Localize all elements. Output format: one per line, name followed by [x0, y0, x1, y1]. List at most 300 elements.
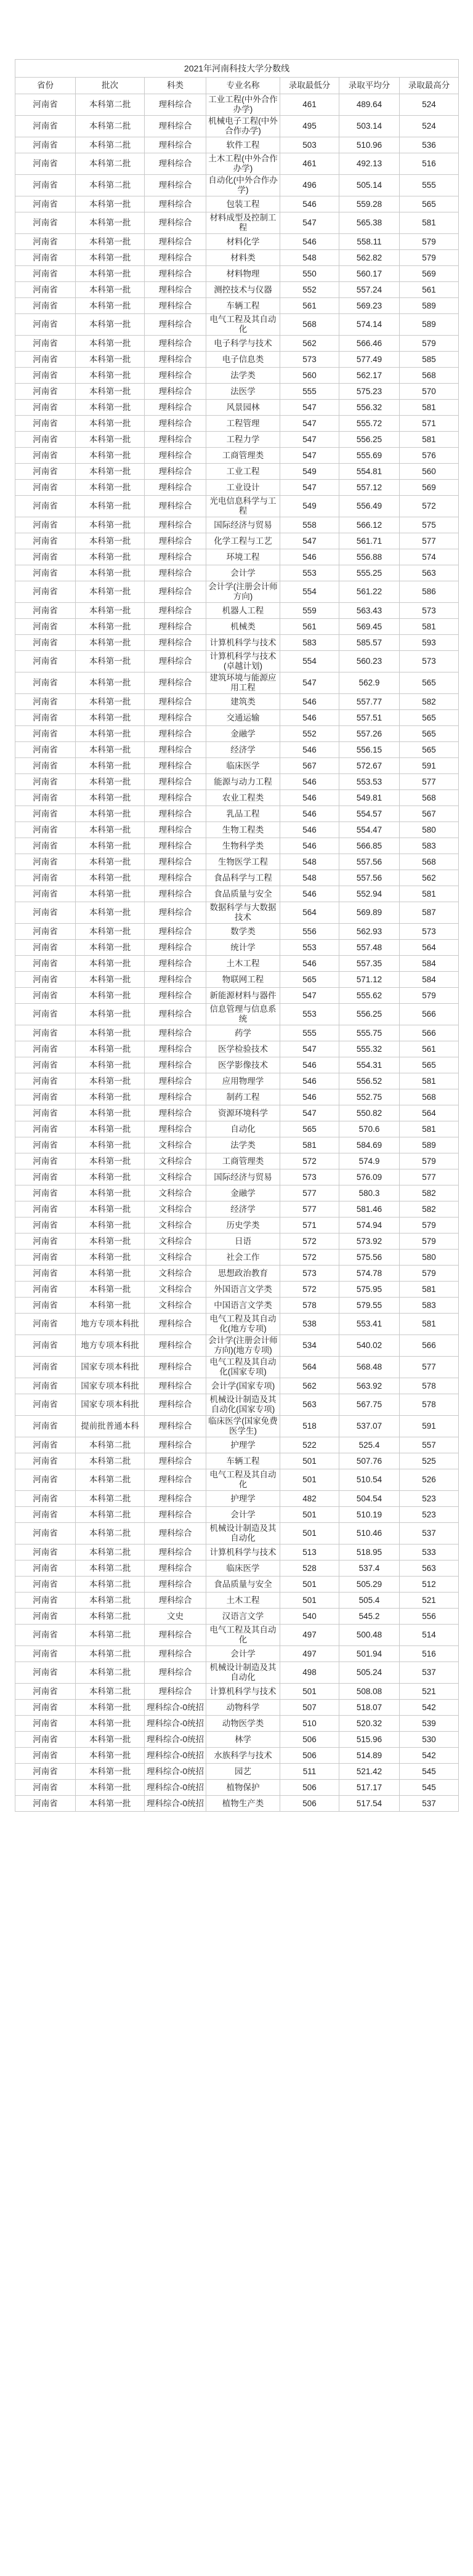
- batch-cell: 本科第一批: [76, 710, 145, 726]
- batch-cell: 本科第一批: [76, 790, 145, 806]
- province-cell: 河南省: [15, 1453, 76, 1469]
- major-cell: 医学影像技术: [206, 1057, 280, 1073]
- table-row: [15, 1764, 459, 1780]
- major-cell: 电气工程及其自动化: [206, 1625, 280, 1646]
- max-score-cell: 514: [400, 1625, 459, 1646]
- subject-cell: 理科综合: [145, 116, 206, 137]
- batch-cell: 本科第一批: [76, 1298, 145, 1314]
- avg-score-cell: 554.81: [339, 464, 400, 480]
- avg-score-cell: 557.77: [339, 694, 400, 710]
- table-row: [15, 533, 459, 549]
- batch-cell: 本科第一批: [76, 1121, 145, 1137]
- max-score-cell: 591: [400, 1416, 459, 1437]
- max-score-cell: 536: [400, 137, 459, 153]
- avg-score-cell: 574.14: [339, 314, 400, 336]
- table-row: [15, 1105, 459, 1121]
- min-score-cell: 573: [280, 1266, 339, 1282]
- table-row: [15, 250, 459, 266]
- subject-cell: 文科综合: [145, 1217, 206, 1233]
- avg-score-cell: 557.26: [339, 726, 400, 742]
- table-row: [15, 1491, 459, 1507]
- batch-cell: 本科第一批: [76, 940, 145, 956]
- major-cell: 电气工程及其自动化(国家专项): [206, 1357, 280, 1378]
- province-cell: 河南省: [15, 448, 76, 464]
- max-score-cell: 573: [400, 924, 459, 940]
- avg-score-cell: 505.29: [339, 1577, 400, 1593]
- major-cell: 计算机科学与技术: [206, 1684, 280, 1700]
- major-cell: 电气工程及其自动化: [206, 1469, 280, 1491]
- avg-score-cell: 557.35: [339, 956, 400, 972]
- min-score-cell: 497: [280, 1646, 339, 1662]
- table-row: [15, 448, 459, 464]
- min-score-cell: 553: [280, 1004, 339, 1025]
- subject-cell: 理科综合-0统招: [145, 1732, 206, 1748]
- major-cell: 包装工程: [206, 196, 280, 212]
- batch-cell: 本科第一批: [76, 1025, 145, 1041]
- major-cell: 会计学(国家专项): [206, 1378, 280, 1394]
- province-cell: 河南省: [15, 988, 76, 1004]
- avg-score-cell: 569.23: [339, 298, 400, 314]
- subject-cell: 理科综合: [145, 352, 206, 368]
- min-score-cell: 546: [280, 234, 339, 250]
- subject-cell: 理科综合: [145, 1314, 206, 1335]
- avg-score-cell: 550.82: [339, 1105, 400, 1121]
- min-score-cell: 546: [280, 196, 339, 212]
- subject-cell: 文科综合: [145, 1137, 206, 1153]
- province-cell: 河南省: [15, 1169, 76, 1185]
- avg-score-cell: 555.75: [339, 1025, 400, 1041]
- batch-cell: 本科第二批: [76, 137, 145, 153]
- max-score-cell: 525: [400, 1453, 459, 1469]
- table-row: [15, 94, 459, 116]
- table-row: [15, 212, 459, 234]
- major-cell: 数学类: [206, 924, 280, 940]
- batch-cell: 本科第二批: [76, 153, 145, 175]
- batch-cell: 本科第一批: [76, 533, 145, 549]
- max-score-cell: 569: [400, 266, 459, 282]
- major-cell: 临床医学: [206, 758, 280, 774]
- batch-cell: 本科第一批: [76, 1732, 145, 1748]
- subject-cell: 理科综合-0统招: [145, 1764, 206, 1780]
- province-cell: 河南省: [15, 1732, 76, 1748]
- max-score-cell: 579: [400, 250, 459, 266]
- min-score-cell: 549: [280, 496, 339, 517]
- major-cell: 临床医学(国家免费医学生): [206, 1416, 280, 1437]
- avg-score-cell: 507.76: [339, 1453, 400, 1469]
- subject-cell: 理科综合: [145, 635, 206, 651]
- table-row: [15, 1282, 459, 1298]
- major-cell: 光电信息科学与工程: [206, 496, 280, 517]
- table-row: [15, 1577, 459, 1593]
- min-score-cell: 553: [280, 940, 339, 956]
- avg-score-cell: 575.23: [339, 384, 400, 400]
- batch-cell: 本科第一批: [76, 196, 145, 212]
- avg-score-cell: 514.89: [339, 1748, 400, 1764]
- major-cell: 药学: [206, 1025, 280, 1041]
- province-cell: 河南省: [15, 1748, 76, 1764]
- batch-cell: 本科第一批: [76, 774, 145, 790]
- subject-cell: 理科综合: [145, 517, 206, 533]
- avg-score-cell: 556.25: [339, 1004, 400, 1025]
- avg-score-cell: 574.9: [339, 1153, 400, 1169]
- major-cell: 材料化学: [206, 234, 280, 250]
- batch-cell: 本科第一批: [76, 1153, 145, 1169]
- major-cell: 材料物理: [206, 266, 280, 282]
- max-score-cell: 586: [400, 581, 459, 603]
- avg-score-cell: 562.82: [339, 250, 400, 266]
- min-score-cell: 572: [280, 1233, 339, 1250]
- table-row: [15, 886, 459, 902]
- min-score-cell: 547: [280, 480, 339, 496]
- major-cell: 会计学: [206, 1507, 280, 1523]
- avg-score-cell: 561.71: [339, 533, 400, 549]
- min-score-cell: 547: [280, 533, 339, 549]
- avg-score-cell: 584.69: [339, 1137, 400, 1153]
- province-cell: 河南省: [15, 1764, 76, 1780]
- major-cell: 电气工程及其自动化(地方专项): [206, 1314, 280, 1335]
- min-score-cell: 482: [280, 1491, 339, 1507]
- province-cell: 河南省: [15, 250, 76, 266]
- subject-cell: 理科综合: [145, 533, 206, 549]
- subject-cell: 理科综合: [145, 416, 206, 432]
- max-score-cell: 533: [400, 1544, 459, 1561]
- major-cell: 经济学: [206, 1201, 280, 1217]
- major-cell: 电子科学与技术: [206, 336, 280, 352]
- max-score-cell: 578: [400, 1394, 459, 1416]
- avg-score-cell: 521.42: [339, 1764, 400, 1780]
- table-row: [15, 1089, 459, 1105]
- major-cell: 机械设计制造及其自动化(国家专项): [206, 1394, 280, 1416]
- header-min-score: 录取最低分: [280, 78, 339, 94]
- major-cell: 日语: [206, 1233, 280, 1250]
- max-score-cell: 564: [400, 1105, 459, 1121]
- avg-score-cell: 575.95: [339, 1282, 400, 1298]
- batch-cell: 本科第一批: [76, 1004, 145, 1025]
- min-score-cell: 547: [280, 400, 339, 416]
- province-cell: 河南省: [15, 758, 76, 774]
- avg-score-cell: 581.46: [339, 1201, 400, 1217]
- min-score-cell: 546: [280, 694, 339, 710]
- batch-cell: 本科第一批: [76, 1796, 145, 1812]
- subject-cell: 理科综合: [145, 1625, 206, 1646]
- major-cell: 机械设计制造及其自动化: [206, 1523, 280, 1544]
- table-row: [15, 298, 459, 314]
- batch-cell: 本科第一批: [76, 694, 145, 710]
- batch-cell: 本科第一批: [76, 352, 145, 368]
- max-score-cell: 545: [400, 1780, 459, 1796]
- batch-cell: 本科第二批: [76, 175, 145, 196]
- table-row: [15, 1314, 459, 1335]
- max-score-cell: 581: [400, 432, 459, 448]
- batch-cell: 本科第一批: [76, 448, 145, 464]
- table-row: [15, 774, 459, 790]
- subject-cell: 理科综合: [145, 603, 206, 619]
- table-row: [15, 1153, 459, 1169]
- max-score-cell: 537: [400, 1662, 459, 1684]
- batch-cell: 本科第二批: [76, 1523, 145, 1544]
- major-cell: 统计学: [206, 940, 280, 956]
- province-cell: 河南省: [15, 822, 76, 838]
- avg-score-cell: 554.57: [339, 806, 400, 822]
- min-score-cell: 534: [280, 1335, 339, 1357]
- min-score-cell: 547: [280, 1105, 339, 1121]
- min-score-cell: 546: [280, 886, 339, 902]
- min-score-cell: 549: [280, 464, 339, 480]
- subject-cell: 理科综合: [145, 774, 206, 790]
- avg-score-cell: 510.46: [339, 1523, 400, 1544]
- table-row: [15, 1217, 459, 1233]
- province-cell: 河南省: [15, 1314, 76, 1335]
- avg-score-cell: 554.31: [339, 1057, 400, 1073]
- min-score-cell: 510: [280, 1716, 339, 1732]
- batch-cell: 本科第一批: [76, 282, 145, 298]
- batch-cell: 本科第一批: [76, 1217, 145, 1233]
- major-cell: 电气工程及其自动化: [206, 314, 280, 336]
- major-cell: 计算机科学与技术: [206, 1544, 280, 1561]
- major-cell: 生物工程类: [206, 822, 280, 838]
- batch-cell: 本科第一批: [76, 1073, 145, 1089]
- batch-cell: 本科第二批: [76, 94, 145, 116]
- province-cell: 河南省: [15, 1025, 76, 1041]
- subject-cell: 理科综合: [145, 549, 206, 565]
- batch-cell: 本科第一批: [76, 1057, 145, 1073]
- major-cell: 林学: [206, 1732, 280, 1748]
- min-score-cell: 568: [280, 314, 339, 336]
- max-score-cell: 569: [400, 480, 459, 496]
- avg-score-cell: 505.4: [339, 1593, 400, 1609]
- avg-score-cell: 537.4: [339, 1561, 400, 1577]
- major-cell: 建筑环境与能源应用工程: [206, 672, 280, 694]
- province-cell: 河南省: [15, 1394, 76, 1416]
- province-cell: 河南省: [15, 153, 76, 175]
- subject-cell: 文科综合: [145, 1266, 206, 1282]
- major-cell: 水族科学与技术: [206, 1748, 280, 1764]
- min-score-cell: 548: [280, 250, 339, 266]
- max-score-cell: 577: [400, 1169, 459, 1185]
- table-row: [15, 1185, 459, 1201]
- max-score-cell: 581: [400, 400, 459, 416]
- avg-score-cell: 555.62: [339, 988, 400, 1004]
- major-cell: 生物医学工程: [206, 854, 280, 870]
- avg-score-cell: 566.85: [339, 838, 400, 854]
- max-score-cell: 563: [400, 1561, 459, 1577]
- avg-score-cell: 573.92: [339, 1233, 400, 1250]
- max-score-cell: 579: [400, 234, 459, 250]
- province-cell: 河南省: [15, 368, 76, 384]
- province-cell: 河南省: [15, 1357, 76, 1378]
- min-score-cell: 501: [280, 1523, 339, 1544]
- min-score-cell: 547: [280, 988, 339, 1004]
- min-score-cell: 496: [280, 175, 339, 196]
- major-cell: 信息管理与信息系统: [206, 1004, 280, 1025]
- min-score-cell: 560: [280, 368, 339, 384]
- major-cell: 计算机科学与技术(卓越计划): [206, 651, 280, 672]
- table-row: [15, 742, 459, 758]
- min-score-cell: 461: [280, 153, 339, 175]
- header-avg-score: 录取平均分: [339, 78, 400, 94]
- min-score-cell: 573: [280, 1169, 339, 1185]
- batch-cell: 本科第一批: [76, 902, 145, 924]
- table-row: [15, 352, 459, 368]
- header-major: 专业名称: [206, 78, 280, 94]
- batch-cell: 国家专项本科批: [76, 1394, 145, 1416]
- table-row: [15, 726, 459, 742]
- major-cell: 工业工程: [206, 464, 280, 480]
- batch-cell: 本科第一批: [76, 336, 145, 352]
- min-score-cell: 513: [280, 1544, 339, 1561]
- avg-score-cell: 555.72: [339, 416, 400, 432]
- batch-cell: 本科第二批: [76, 1507, 145, 1523]
- province-cell: 河南省: [15, 533, 76, 549]
- subject-cell: 理科综合: [145, 432, 206, 448]
- min-score-cell: 572: [280, 1282, 339, 1298]
- max-score-cell: 574: [400, 549, 459, 565]
- max-score-cell: 581: [400, 1121, 459, 1137]
- major-cell: 法学类: [206, 1137, 280, 1153]
- max-score-cell: 576: [400, 448, 459, 464]
- min-score-cell: 506: [280, 1796, 339, 1812]
- min-score-cell: 572: [280, 1250, 339, 1266]
- avg-score-cell: 579.55: [339, 1298, 400, 1314]
- province-cell: 河南省: [15, 1073, 76, 1089]
- batch-cell: 本科第一批: [76, 266, 145, 282]
- major-cell: 动物医学类: [206, 1716, 280, 1732]
- min-score-cell: 546: [280, 710, 339, 726]
- province-cell: 河南省: [15, 956, 76, 972]
- batch-cell: 本科第一批: [76, 496, 145, 517]
- header-batch: 批次: [76, 78, 145, 94]
- province-cell: 河南省: [15, 116, 76, 137]
- province-cell: 河南省: [15, 480, 76, 496]
- avg-score-cell: 555.69: [339, 448, 400, 464]
- avg-score-cell: 503.14: [339, 116, 400, 137]
- subject-cell: 理科综合: [145, 694, 206, 710]
- min-score-cell: 581: [280, 1137, 339, 1153]
- table-row: [15, 1004, 459, 1025]
- min-score-cell: 548: [280, 854, 339, 870]
- table-row: [15, 1646, 459, 1662]
- min-score-cell: 567: [280, 758, 339, 774]
- avg-score-cell: 560.23: [339, 651, 400, 672]
- province-cell: 河南省: [15, 1646, 76, 1662]
- min-score-cell: 554: [280, 651, 339, 672]
- max-score-cell: 584: [400, 956, 459, 972]
- min-score-cell: 546: [280, 790, 339, 806]
- min-score-cell: 564: [280, 902, 339, 924]
- table-row: [15, 416, 459, 432]
- table-row: [15, 1121, 459, 1137]
- batch-cell: 地方专项本科批: [76, 1314, 145, 1335]
- min-score-cell: 461: [280, 94, 339, 116]
- batch-cell: 本科第一批: [76, 822, 145, 838]
- min-score-cell: 562: [280, 336, 339, 352]
- avg-score-cell: 557.51: [339, 710, 400, 726]
- major-cell: 能源与动力工程: [206, 774, 280, 790]
- major-cell: 食品科学与工程: [206, 870, 280, 886]
- batch-cell: 本科第一批: [76, 758, 145, 774]
- subject-cell: 理科综合: [145, 94, 206, 116]
- major-cell: 工程管理: [206, 416, 280, 432]
- province-cell: 河南省: [15, 1217, 76, 1233]
- province-cell: 河南省: [15, 282, 76, 298]
- max-score-cell: 578: [400, 1378, 459, 1394]
- subject-cell: 理科综合: [145, 368, 206, 384]
- table-row: [15, 1748, 459, 1764]
- major-cell: 化学工程与工艺: [206, 533, 280, 549]
- province-cell: 河南省: [15, 635, 76, 651]
- table-row: [15, 1025, 459, 1041]
- avg-score-cell: 520.32: [339, 1716, 400, 1732]
- subject-cell: 理科综合: [145, 496, 206, 517]
- subject-cell: 文科综合: [145, 1282, 206, 1298]
- province-cell: 河南省: [15, 517, 76, 533]
- min-score-cell: 528: [280, 1561, 339, 1577]
- min-score-cell: 546: [280, 838, 339, 854]
- major-cell: 工商管理类: [206, 1153, 280, 1169]
- major-cell: 植物生产类: [206, 1796, 280, 1812]
- avg-score-cell: 549.81: [339, 790, 400, 806]
- avg-score-cell: 537.07: [339, 1416, 400, 1437]
- max-score-cell: 565: [400, 742, 459, 758]
- province-cell: 河南省: [15, 1004, 76, 1025]
- subject-cell: 理科综合: [145, 651, 206, 672]
- batch-cell: 本科第一批: [76, 619, 145, 635]
- province-cell: 河南省: [15, 1201, 76, 1217]
- table-row: [15, 1700, 459, 1716]
- avg-score-cell: 585.57: [339, 635, 400, 651]
- min-score-cell: 538: [280, 1314, 339, 1335]
- province-cell: 河南省: [15, 1796, 76, 1812]
- province-cell: 河南省: [15, 581, 76, 603]
- batch-cell: 本科第一批: [76, 464, 145, 480]
- max-score-cell: 579: [400, 1217, 459, 1233]
- max-score-cell: 591: [400, 758, 459, 774]
- major-cell: 测控技术与仪器: [206, 282, 280, 298]
- min-score-cell: 555: [280, 384, 339, 400]
- max-score-cell: 581: [400, 886, 459, 902]
- subject-cell: 理科综合: [145, 298, 206, 314]
- min-score-cell: 563: [280, 1394, 339, 1416]
- table-row: [15, 175, 459, 196]
- min-score-cell: 497: [280, 1625, 339, 1646]
- max-score-cell: 587: [400, 902, 459, 924]
- batch-cell: 本科第一批: [76, 480, 145, 496]
- province-cell: 河南省: [15, 1282, 76, 1298]
- province-cell: 河南省: [15, 1609, 76, 1625]
- major-cell: 会计学: [206, 565, 280, 581]
- max-score-cell: 565: [400, 196, 459, 212]
- batch-cell: 本科第一批: [76, 603, 145, 619]
- avg-score-cell: 504.54: [339, 1491, 400, 1507]
- min-score-cell: 564: [280, 1357, 339, 1378]
- table-row: [15, 672, 459, 694]
- table-row: [15, 432, 459, 448]
- province-cell: 河南省: [15, 1437, 76, 1453]
- table-row: [15, 1416, 459, 1437]
- avg-score-cell: 575.56: [339, 1250, 400, 1266]
- major-cell: 交通运输: [206, 710, 280, 726]
- avg-score-cell: 505.24: [339, 1662, 400, 1684]
- avg-score-cell: 510.19: [339, 1507, 400, 1523]
- batch-cell: 本科第一批: [76, 1748, 145, 1764]
- max-score-cell: 557: [400, 1437, 459, 1453]
- min-score-cell: 550: [280, 266, 339, 282]
- major-cell: 物联网工程: [206, 972, 280, 988]
- province-cell: 河南省: [15, 1491, 76, 1507]
- batch-cell: 本科第一批: [76, 298, 145, 314]
- min-score-cell: 547: [280, 432, 339, 448]
- max-score-cell: 521: [400, 1684, 459, 1700]
